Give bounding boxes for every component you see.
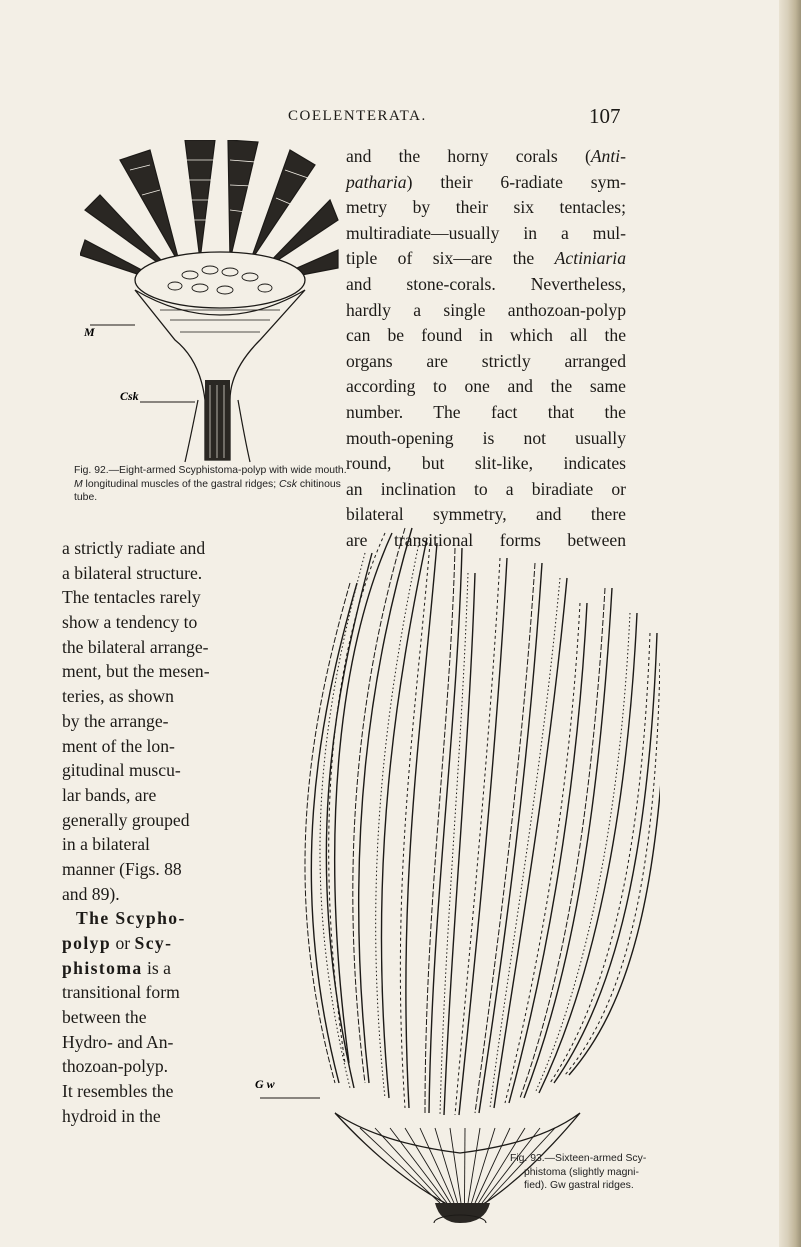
text-line: [346, 400, 626, 426]
text-line: a bilateral structure.: [62, 562, 203, 583]
italic-term: Actiniaria: [554, 248, 626, 269]
fig93-tentacle-edge: [429, 548, 462, 1113]
text-line: [346, 246, 626, 272]
caption-line: fied). Gw gastral ridges.: [524, 1180, 634, 1191]
text-line: the bilateral arrange-: [62, 636, 209, 657]
page-edge-shadow: [779, 0, 801, 1247]
fig93-base: [435, 1203, 490, 1223]
figure-92-caption: [74, 464, 354, 505]
text-line: generally grouped: [62, 809, 190, 830]
fig93-label-gw: G w: [255, 1077, 275, 1091]
fig93-tentacle-edge: [311, 583, 357, 1083]
text-line: [346, 374, 626, 400]
text-line: a strictly radiate and: [62, 538, 206, 558]
text-run: metry by their six tentacles;: [346, 197, 626, 218]
fig93-tentacle-edge: [554, 633, 657, 1083]
fig93-tentacle: [353, 528, 405, 1083]
text-line: manner (Figs. 88: [62, 858, 182, 879]
text-line: between the: [62, 1007, 147, 1028]
text-line: [346, 349, 626, 375]
text-line: gitudinal muscu-: [62, 760, 181, 781]
text-line: [346, 477, 626, 503]
text-connector: is a: [142, 957, 171, 978]
text-line: [346, 426, 626, 452]
fig92-oral-disc: [135, 252, 305, 308]
text-run: round, but slit-like, indicates: [346, 453, 626, 474]
left-column-text: [62, 536, 210, 1129]
text-line: Hydro- and An-: [62, 1031, 174, 1052]
caption-csk-text: chitinous tube.: [74, 478, 341, 503]
right-column-text: [346, 144, 626, 554]
fig93-tentacle: [565, 663, 660, 1075]
caption-line: Fig. 93.—Sixteen-armed Scy-: [510, 1153, 647, 1164]
text-run: hardly a single anthozoan-polyp: [346, 299, 626, 320]
figure-92-illustration: [80, 140, 340, 470]
text-run: according to one and the same: [346, 376, 626, 397]
fig93-tentacle-edge: [359, 528, 412, 1083]
caption-fig-no: Fig. 92.: [74, 465, 109, 476]
text-line: and 89).: [62, 883, 120, 904]
text-run: organs are strictly arranged: [346, 350, 626, 371]
text-run: multiradiate—usually in a mul-: [346, 222, 626, 243]
text-line: [346, 221, 626, 247]
text-line: thozoan-polyp.: [62, 1056, 169, 1077]
text-line: lar bands, are: [62, 784, 157, 805]
text-line: ment, but the mesen-: [62, 661, 210, 682]
text-line: ment of the lon-: [62, 735, 175, 756]
fig93-tentacle-edge: [326, 553, 372, 1088]
fig93-tentacle: [400, 543, 430, 1108]
text-line: [346, 272, 626, 298]
text-line: [346, 323, 626, 349]
text-run: and the horny corals (: [346, 146, 591, 166]
term-phistoma: phistoma: [62, 957, 143, 978]
fig93-tentacle-edge: [539, 613, 637, 1093]
text-line: hydroid in the: [62, 1105, 161, 1126]
text-line: [346, 170, 626, 196]
term-scy: Scy-: [134, 933, 173, 953]
text-run: are transitional forms between: [346, 529, 626, 550]
term-polyp: polyp: [62, 933, 112, 953]
running-head: COELENTERATA.: [288, 108, 427, 124]
fig93-tentacle: [475, 563, 535, 1113]
text-run: can be found in which all the: [346, 325, 626, 346]
text-line: [346, 195, 626, 221]
text-line: [346, 144, 626, 170]
text-run: number. The fact that the: [346, 401, 626, 422]
page-number: 107: [589, 104, 621, 128]
caption-text: —Eight-armed Scyphistoma-polyp with wide mouth.: [108, 465, 347, 476]
fig93-tentacle-edge: [335, 533, 392, 1063]
fig92-stalk: [205, 380, 230, 460]
text-run: and stone-corals. Nevertheless,: [346, 273, 626, 294]
fig93-tentacle: [425, 548, 455, 1113]
text-line: by the arrange-: [62, 710, 169, 731]
text-run: an inclination to a biradiate or: [346, 478, 626, 499]
text-line: show a tendency to: [62, 612, 198, 633]
figure-93-caption: [510, 1152, 670, 1193]
text-line: [62, 931, 210, 956]
fig93-tentacle-edge: [459, 558, 507, 1115]
text-line: [62, 956, 210, 981]
text-line: teries, as shown: [62, 686, 174, 707]
fig93-tentacle-edge: [444, 573, 475, 1115]
fig93-gastral-ridge: [465, 1128, 466, 1203]
italic-term: Anti-: [590, 146, 626, 166]
fig93-tentacle: [455, 558, 500, 1115]
text-line: The tentacles rarely: [62, 587, 201, 608]
page-header: [0, 104, 780, 130]
caption-m-abbr: M: [74, 478, 83, 490]
text-line: [346, 451, 626, 477]
text-line: in a bilateral: [62, 834, 150, 855]
figure-93-illustration: [240, 523, 660, 1223]
fig93-tentacle: [376, 538, 420, 1098]
fig93-tentacle: [440, 573, 468, 1115]
fig92-label-m: M: [84, 325, 95, 339]
text-line: It resembles the: [62, 1081, 174, 1102]
caption-csk-abbr: Csk: [279, 478, 297, 490]
text-connector: or: [111, 933, 135, 953]
italic-term: patharia: [346, 171, 407, 192]
caption-line: phistoma (slightly magni-: [524, 1166, 639, 1178]
caption-m-text: longitudinal muscles of the gastral ridges;: [82, 478, 280, 490]
text-run: mouth-opening is not usually: [346, 427, 626, 448]
text-run: tiple of six—are the: [346, 248, 555, 269]
text-run: ) their 6-radiate sym-: [406, 171, 626, 192]
text-run: bilateral symmetry, and there: [346, 504, 626, 525]
term-scypho: The Scypho-: [76, 908, 186, 929]
text-line: transitional form: [62, 982, 180, 1003]
text-line: [346, 298, 626, 324]
text-line: [62, 906, 210, 931]
fig92-label-csk: Csk: [120, 389, 139, 403]
